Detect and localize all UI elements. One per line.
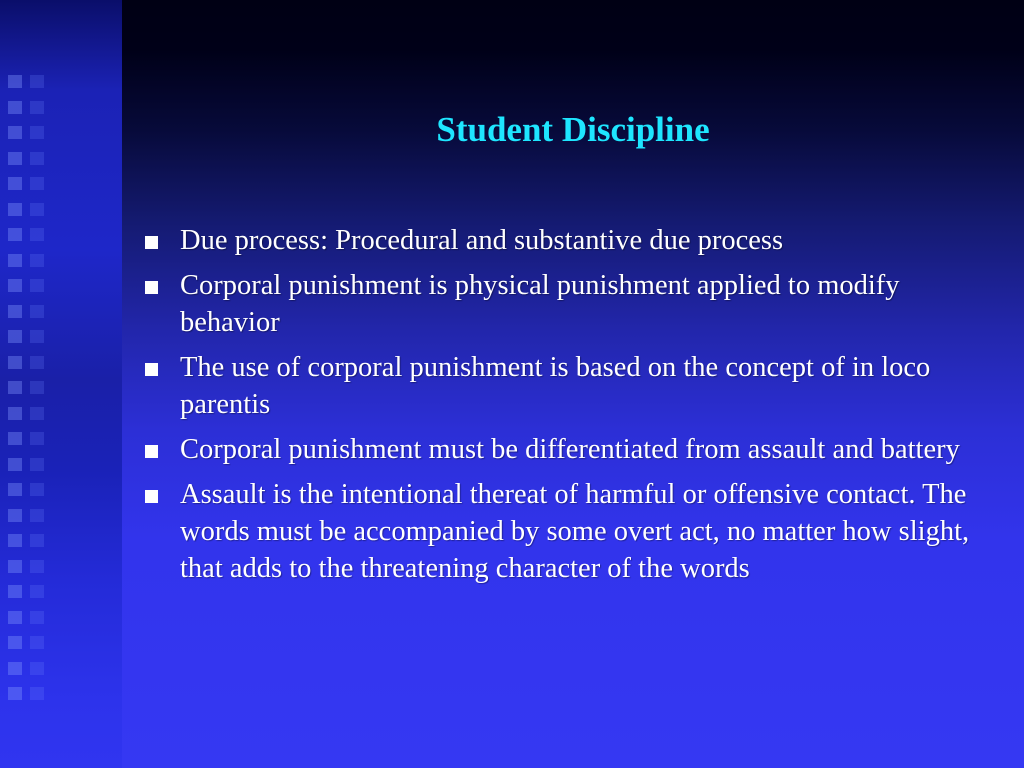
decorative-square [8,432,22,445]
decorative-square [30,228,44,241]
decorative-square [30,611,44,624]
decorative-square [8,254,22,267]
decorative-square [30,432,44,445]
decorative-square [8,279,22,292]
decorative-square [8,75,22,88]
bullet-list [145,222,990,595]
decorative-square [8,381,22,394]
square-bullet-icon [145,445,158,458]
decorative-square [8,126,22,139]
decorative-square [8,611,22,624]
decorative-square [30,305,44,318]
decorative-square [30,662,44,675]
decorative-square [8,356,22,369]
square-bullet-icon [145,363,158,376]
square-bullet-icon [145,281,158,294]
decorative-square [8,203,22,216]
bullet-text: Corporal punishment is physical punishment applied to modify behavior [180,270,900,338]
decorative-square [8,585,22,598]
decorative-square [8,534,22,547]
decorative-square [30,560,44,573]
decorative-square [30,534,44,547]
decorative-square [8,330,22,343]
square-bullet-icon [145,236,158,249]
decorative-square [30,687,44,700]
decorative-square [8,152,22,165]
decorative-square [30,254,44,267]
decorative-square [30,126,44,139]
decorative-square [8,509,22,522]
bullet-item [145,222,990,259]
decorative-square [8,560,22,573]
decorative-square [30,330,44,343]
bullet-text: Due process: Procedural and substantive due process [180,225,784,256]
decorative-square [30,203,44,216]
decorative-square [30,75,44,88]
decorative-square [30,177,44,190]
decorative-square [8,101,22,114]
decorative-square [30,279,44,292]
decorative-square [8,305,22,318]
bullet-text: Assault is the intentional thereat of harmful or offensive contact. The words must be accompanied by some overt act, no matter how slight, that adds to the threatening character of the words [180,479,970,584]
decorative-square [30,636,44,649]
decorative-square [30,356,44,369]
decorative-side-band [0,0,122,768]
slide-title: Student Discipline [436,110,710,149]
bullet-item [145,476,990,587]
decorative-square [8,687,22,700]
bullet-item [145,267,990,341]
decorative-square [30,585,44,598]
decorative-square [8,228,22,241]
decorative-square [30,509,44,522]
decorative-square [30,407,44,420]
decorative-square [8,662,22,675]
decorative-square [30,152,44,165]
bullet-text: The use of corporal punishment is based on the concept of in loco parentis [180,352,931,420]
decorative-square [8,407,22,420]
bullet-item [145,349,990,423]
square-bullet-icon [145,490,158,503]
decorative-square [8,636,22,649]
decorative-square [8,483,22,496]
decorative-square [30,483,44,496]
decorative-square [8,177,22,190]
decorative-square [8,458,22,471]
decorative-square [30,101,44,114]
bullet-text: Corporal punishment must be differentiated from assault and battery [180,434,960,465]
decorative-square [30,458,44,471]
bullet-item [145,431,990,468]
decorative-square [30,381,44,394]
